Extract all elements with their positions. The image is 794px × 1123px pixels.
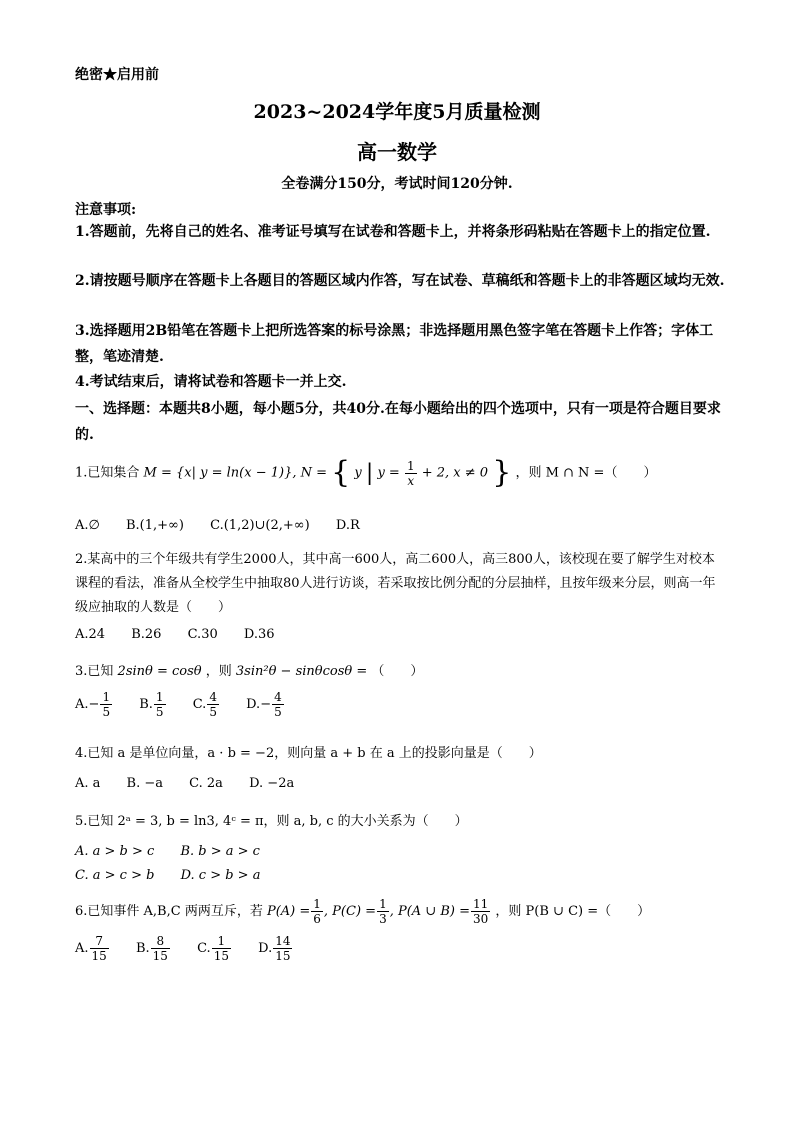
q6-option-b[interactable]	[136, 934, 171, 963]
q6-pa-den: 6	[313, 912, 321, 926]
q6-pab-frac	[471, 897, 490, 926]
q5-option-d[interactable]: D. c > b > a	[180, 868, 261, 883]
notes-heading: 注意事项:	[75, 202, 137, 218]
question-3	[75, 660, 423, 679]
note-item-3: 3.选择题用2B铅笔在答题卡上把所选答案的标号涂黑；非选择题用黑色签字笔在答题卡上作答；字体工整，笔迹清楚.	[75, 323, 714, 365]
q6-pab-den: 30	[472, 912, 489, 926]
q6-pa-num: 1	[313, 897, 321, 911]
q1-fraction	[405, 459, 417, 488]
q3-options	[75, 690, 307, 719]
q6-option-b-num: 8	[151, 934, 170, 949]
q6-pc-label: , P(C) =	[323, 904, 377, 919]
q1-expr-pre: y =	[377, 465, 400, 481]
q1-set-m: M = {x| y = ln(x − 1)},	[143, 465, 297, 481]
q5-options-row-2	[75, 868, 282, 883]
q3-option-a-num: 1	[102, 690, 111, 704]
q2-option-c[interactable]: C.30	[187, 627, 218, 642]
q4-option-a[interactable]: A. a	[75, 776, 101, 791]
q3-text-mid: ，则	[205, 664, 232, 679]
q6-options	[75, 934, 315, 963]
q5-option-a[interactable]: A. a > b > c	[75, 844, 155, 859]
note-item-4: 4.考试结束后，请将试卷和答题卡一并上交.	[75, 374, 347, 390]
q1-option-c[interactable]: C.(1,2)∪(2,+∞)	[210, 518, 310, 533]
q6-option-d[interactable]	[258, 934, 293, 963]
q6-pc-num: 1	[379, 897, 387, 911]
q3-option-c-label: C.	[192, 697, 207, 712]
exam-info: 全卷满分150分，考试时间120分钟.	[281, 176, 513, 192]
secret-label: 绝密★启用前	[75, 67, 159, 83]
q3-text-post: （ ）	[371, 664, 424, 679]
note-item-2: 2.请按题号顺序在答题卡上各题目的答题区域内作答，写在试卷、草稿纸和答题卡上的非答题区域均无效.	[75, 273, 725, 289]
q3-option-c-num: 4	[209, 690, 217, 704]
q6-option-b-frac	[151, 934, 170, 963]
q3-option-d-num: 4	[274, 690, 282, 704]
q6-option-b-label: B.	[135, 941, 150, 956]
q2-option-a[interactable]: A.24	[75, 627, 106, 642]
q4-option-c[interactable]: C. 2a	[189, 776, 223, 791]
q1-option-a[interactable]: A.∅	[75, 518, 100, 533]
q6-text-pre: 6.已知事件 A,B,C 两两互斥，若	[75, 904, 263, 919]
q3-option-d-label: D.	[246, 697, 261, 712]
note-item-1: 1.答题前，先将自己的姓名、准考证号填写在试卷和答题卡上，并将条形码粘贴在答题卡上的指定位置.	[75, 224, 711, 240]
question-5: 5.已知 2ᵃ = 3, b = ln3, 4ᶜ = π，则 a, b, c 的大小关系为（ ）	[75, 814, 468, 829]
q6-pa-label: P(A) =	[266, 904, 311, 919]
q3-option-d-sign: −	[260, 697, 272, 712]
q5-option-b[interactable]: B. b > a > c	[180, 844, 260, 859]
q6-option-c[interactable]	[197, 934, 232, 963]
subject-title: 高一数学	[357, 140, 437, 164]
q6-pc-frac	[377, 897, 389, 926]
q3-option-b-num: 1	[155, 690, 164, 704]
q1-frac-num: 1	[406, 458, 415, 473]
q1-prefix: 1.已知集合	[75, 465, 140, 481]
q6-option-a[interactable]	[75, 934, 110, 963]
q3-option-a-label: A.	[75, 697, 89, 712]
q3-expression: 3sin²θ − sinθcosθ =	[235, 664, 368, 679]
q3-option-b-frac	[154, 690, 166, 719]
exam-title: 2023~2024学年度5月质量检测	[253, 101, 541, 123]
q1-frac-den: x	[407, 473, 415, 488]
q6-suffix: ，则 P(B ∪ C) =（ ）	[495, 904, 651, 919]
q4-option-d[interactable]: D. −2a	[249, 776, 295, 791]
q3-option-c-den: 5	[209, 705, 217, 719]
q3-option-b-den: 5	[155, 705, 164, 719]
q3-option-b-label: B.	[139, 697, 153, 712]
q6-pa-frac	[311, 897, 323, 926]
q3-option-b[interactable]	[139, 690, 166, 719]
q6-option-a-num: 7	[90, 934, 109, 949]
q3-text-pre: 3.已知	[75, 664, 114, 679]
q4-option-b[interactable]: B. −a	[126, 776, 164, 791]
q6-pab-num: 11	[472, 897, 489, 911]
q1-set-n-label: N =	[300, 465, 328, 481]
q3-condition: 2sinθ = cosθ	[117, 664, 202, 679]
q6-option-a-frac	[90, 934, 109, 963]
q2-option-b[interactable]: B.26	[131, 627, 162, 642]
q6-option-c-label: C.	[197, 941, 211, 956]
q1-option-b[interactable]: B.(1,+∞)	[126, 518, 184, 533]
q2-options	[75, 627, 297, 642]
question-2: 2.某高中的三个年级共有学生2000人，其中高一600人，高二600人，高三800人，该校现在要了解学生对校本课程的看法，准备从全校学生中抽取80人进行访谈，若采取按比例分配的分层抽样，且按年级来分层，则高一年级应抽取的人数是（ ）	[75, 552, 716, 615]
q3-option-c-frac	[207, 690, 219, 719]
question-1	[75, 455, 657, 490]
q6-option-c-num: 1	[212, 934, 231, 949]
q6-pc-den: 3	[379, 912, 387, 926]
q6-option-d-num: 14	[275, 934, 291, 948]
q6-pab-label: , P(A ∪ B) =	[389, 904, 470, 919]
q3-option-a[interactable]	[75, 690, 113, 719]
question-6	[75, 897, 650, 926]
q3-option-c[interactable]	[193, 690, 220, 719]
q1-left-brace: {	[331, 455, 351, 490]
q3-option-d-den: 5	[274, 705, 282, 719]
section-heading: 一、选择题：本题共8小题，每小题5分，共40分.在每小题给出的四个选项中，只有一项是符合题目要求的.	[75, 401, 721, 443]
q3-option-a-sign: −	[88, 697, 100, 712]
q6-option-c-frac	[212, 934, 231, 963]
q3-option-a-frac	[100, 690, 112, 719]
q6-option-a-den: 15	[91, 949, 107, 963]
q3-option-a-den: 5	[102, 705, 111, 719]
q1-option-d[interactable]: D.R	[335, 518, 360, 533]
q3-option-d[interactable]	[246, 690, 285, 719]
q2-option-d[interactable]: D.36	[243, 627, 275, 642]
q1-set-bar: |	[365, 460, 374, 486]
q1-options	[75, 518, 382, 533]
q6-option-d-frac	[273, 934, 292, 963]
q5-option-c[interactable]: C. a > c > b	[75, 868, 155, 883]
q6-option-d-den: 15	[275, 949, 291, 963]
q6-option-c-den: 15	[213, 949, 229, 963]
q5-options-row-1	[75, 844, 282, 859]
q6-option-b-den: 15	[152, 949, 168, 963]
q1-suffix: ，则 M ∩ N =（ ）	[515, 465, 657, 481]
q6-option-a-label: A.	[75, 941, 89, 956]
question-4: 4.已知 a 是单位向量，a · b = −2，则向量 a + b 在 a 上的投影向量是（ ）	[75, 746, 542, 761]
q1-expr-post: + 2, x ≠ 0	[421, 465, 489, 481]
q4-options	[75, 776, 316, 791]
q1-right-brace: }	[492, 455, 512, 490]
q6-option-d-label: D.	[258, 941, 273, 956]
q3-option-d-frac	[272, 690, 284, 719]
q1-set-n-var: y	[354, 465, 362, 481]
